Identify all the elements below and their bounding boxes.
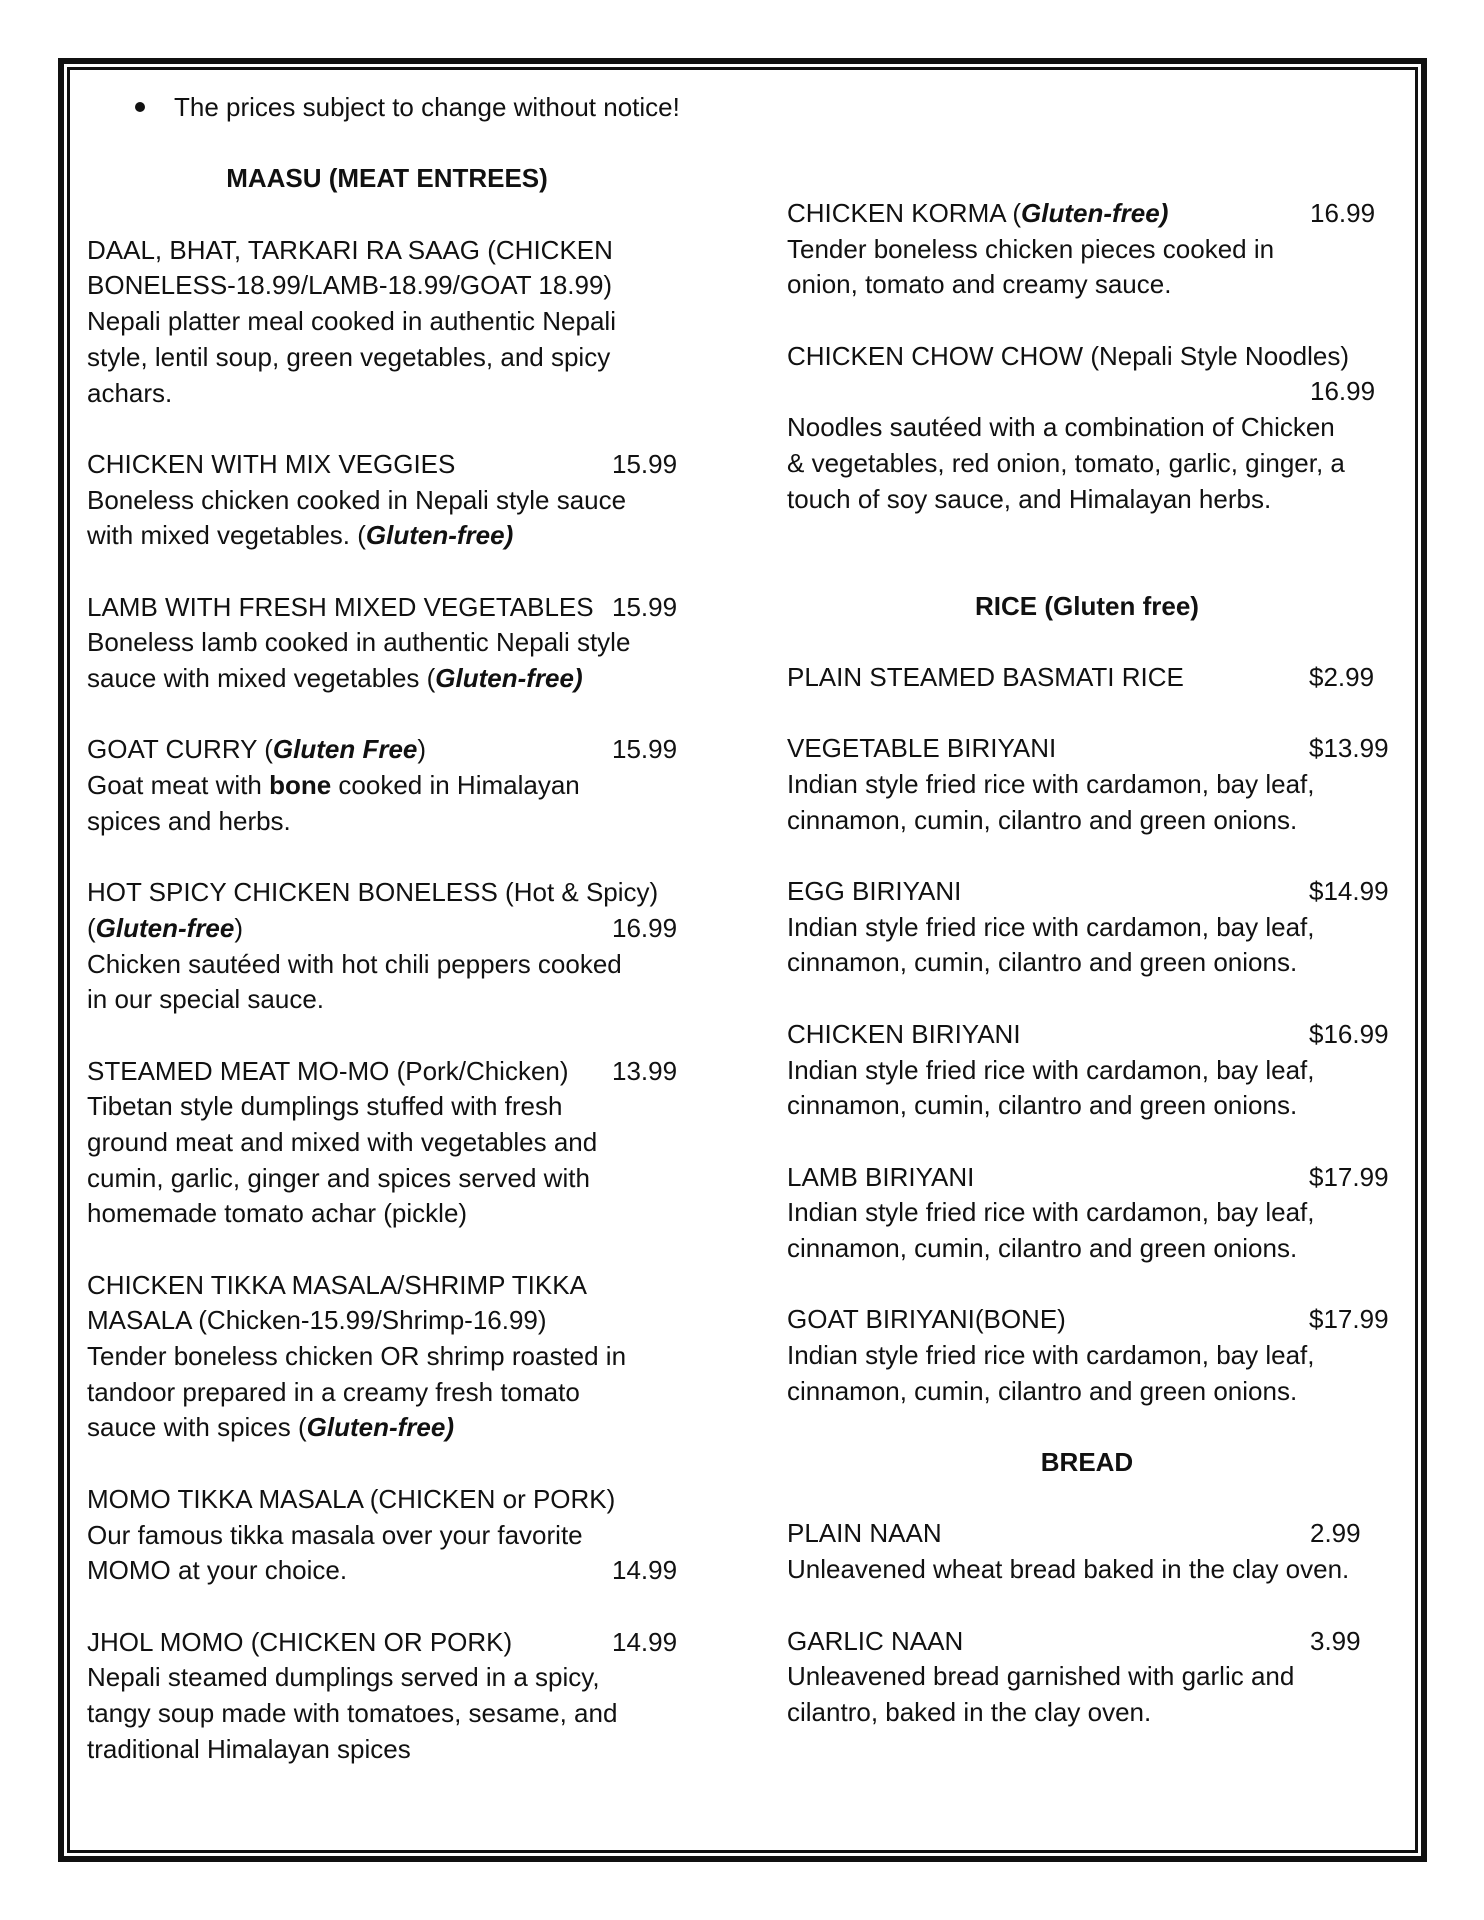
item-price: 15.99	[612, 591, 678, 622]
menu-item-chicken-mix-veggies: CHICKEN WITH MIX VEGGIES 15.99 Boneless chicken cooked in Nepali style sauce with mixed vegetables. (Gluten-free)	[87, 448, 678, 551]
item-title: CHICKEN CHOW CHOW (Nepali Style Noodles)	[787, 340, 1349, 371]
item-title: EGG BIRIYANI	[787, 876, 962, 907]
price-notice: The prices subject to change without notice!	[87, 90, 687, 126]
section-heading-bread: BREAD	[1040, 1447, 1134, 1478]
item-title: JHOL MOMO (CHICKEN OR PORK)	[87, 1626, 513, 1657]
item-price: 16.99	[1310, 376, 1376, 407]
menu-item-lamb-mixed-vegetables: LAMB WITH FRESH MIXED VEGETABLES 15.99 Boneless lamb cooked in authentic Nepali style sauce with mixed vegetables (Gluten-free)	[87, 591, 678, 693]
item-title: LAMB WITH FRESH MIXED VEGETABLES	[87, 591, 594, 622]
item-title: PLAIN STEAMED BASMATI RICE	[787, 661, 1184, 692]
menu-item-steamed-momo: STEAMED MEAT MO-MO (Pork/Chicken) 13.99 Tibetan style dumplings stuffed with fresh ground meat and mixed with vegetables and cumin, garlic, ginger and spices served with homemade tomato achar (pickle)	[87, 1055, 678, 1229]
item-title: HOT SPICY CHICKEN BONELESS (Hot & Spicy)	[87, 877, 659, 908]
menu-item-egg-biriyani: EGG BIRIYANI $14.99 Indian style fried rice with cardamon, bay leaf, cinnamon, cumin, cilantro and green onions.	[787, 876, 1389, 978]
menu-item-plain-naan: PLAIN NAAN 2.99 Unleavened wheat bread baked in the clay oven.	[787, 1518, 1361, 1585]
item-title: MOMO TIKKA MASALA (CHICKEN or PORK)	[87, 1483, 616, 1514]
gluten-free-label: Gluten Free	[272, 734, 418, 765]
item-price: 15.99	[612, 448, 678, 479]
item-price: $2.99	[1309, 661, 1375, 692]
menu-item-daal-bhat: DAAL, BHAT, TARKARI RA SAAG (CHICKEN BONELESS-18.99/LAMB-18.99/GOAT 18.99) Nepali platter meal cooked in authentic Nepali style, lentil soup, green vegetables, and spicy achars.	[87, 234, 616, 408]
gluten-free-label: Gluten-free	[95, 912, 235, 943]
menu-item-goat-biriyani: GOAT BIRIYANI(BONE) $17.99 Indian style fried rice with cardamon, bay leaf, cinnamon, cumin, cilantro and green onions.	[787, 1304, 1389, 1406]
menu-item-lamb-biriyani: LAMB BIRIYANI $17.99 Indian style fried rice with cardamon, bay leaf, cinnamon, cumin, cilantro and green onions.	[787, 1161, 1389, 1263]
item-title: CHICKEN WITH MIX VEGGIES	[87, 448, 456, 479]
right-column	[787, 196, 1397, 1731]
menu-item-jhol-momo: JHOL MOMO (CHICKEN OR PORK) 14.99 Nepali steamed dumplings served in a spicy, tangy soup made with tomatoes, sesame, and traditional Himalayan spices	[87, 1626, 678, 1764]
item-price: $14.99	[1309, 876, 1389, 907]
item-price: 3.99	[1310, 1625, 1361, 1656]
item-title: LAMB BIRIYANI	[787, 1161, 975, 1192]
item-price: 16.99	[612, 912, 678, 943]
menu-item-chicken-korma: CHICKEN KORMA (Gluten-free) 16.99 Tender boneless chicken pieces cooked in onion, tomato and creamy sauce.	[787, 198, 1376, 300]
menu-item-momo-tikka-masala: MOMO TIKKA MASALA (CHICKEN or PORK) Our famous tikka masala over your favorite MOMO at your choice. 14.99	[87, 1482, 687, 1589]
gluten-free-label: Gluten-free)	[435, 663, 583, 693]
left-column	[87, 90, 687, 1767]
menu-item-vegetable-biriyani: VEGETABLE BIRIYANI $13.99 Indian style fried rice with cardamon, bay leaf, cinnamon, cumin, cilantro and green onions.	[787, 733, 1389, 835]
item-price: 15.99	[612, 734, 678, 765]
item-price: 13.99	[612, 1055, 678, 1086]
item-price: 16.99	[1310, 198, 1376, 228]
menu-item-hot-spicy-chicken: HOT SPICY CHICKEN BONELESS (Hot & Spicy) (Gluten-free) 16.99 Chicken sautéed with hot chili peppers cooked in our special sauce.	[87, 875, 687, 1018]
menu-item-goat-curry: GOAT CURRY (Gluten Free) 15.99 Goat meat with bone cooked in Himalayan spices and herbs.	[87, 734, 678, 836]
gluten-free-label: Gluten-free)	[306, 1412, 454, 1443]
gluten-free-label: Gluten-free)	[1021, 198, 1169, 228]
section-heading-maasu: MAASU (MEAT ENTREES)	[226, 163, 548, 194]
section-heading-rice: RICE (Gluten free)	[975, 590, 1199, 621]
bullet-icon	[135, 102, 145, 112]
item-title: VEGETABLE BIRIYANI	[787, 733, 1057, 764]
menu-item-tikka-masala: CHICKEN TIKKA MASALA/SHRIMP TIKKA MASALA (Chicken-15.99/Shrimp-16.99) Tender boneless chicken OR shrimp roasted in tandoor prepared in a creamy fresh tomato sauce with spices (Gluten-free)	[87, 1269, 627, 1443]
item-price: $17.99	[1309, 1161, 1389, 1192]
item-title: GARLIC NAAN	[787, 1625, 964, 1656]
item-price: 14.99	[612, 1626, 678, 1657]
item-price: $17.99	[1309, 1304, 1389, 1335]
item-price: $16.99	[1309, 1018, 1389, 1049]
item-price: 14.99	[612, 1555, 678, 1586]
item-title: PLAIN NAAN	[787, 1518, 942, 1549]
item-title: GOAT BIRIYANI(BONE)	[787, 1304, 1066, 1335]
menu-item-chicken-chow-chow: CHICKEN CHOW CHOW (Nepali Style Noodles) 16.99 Noodles sautéed with a combination of Chicken & vegetables, red onion, tomato, garlic, ginger, a touch of soy sauce, and Himalayan herbs.	[787, 339, 1397, 517]
menu-item-chicken-biriyani: CHICKEN BIRIYANI $16.99 Indian style fried rice with cardamon, bay leaf, cinnamon, cumin, cilantro and green onions.	[787, 1018, 1389, 1121]
item-price: 2.99	[1310, 1518, 1361, 1549]
menu-item-garlic-naan: GARLIC NAAN 3.99 Unleavened bread garnished with garlic and cilantro, baked in the clay oven.	[787, 1625, 1361, 1727]
item-title: CHICKEN BIRIYANI	[787, 1018, 1021, 1049]
item-price: $13.99	[1309, 733, 1389, 764]
gluten-free-label: Gluten-free)	[365, 520, 514, 551]
menu-item-plain-rice	[787, 660, 1397, 696]
item-title: STEAMED MEAT MO-MO (Pork/Chicken)	[87, 1055, 569, 1086]
